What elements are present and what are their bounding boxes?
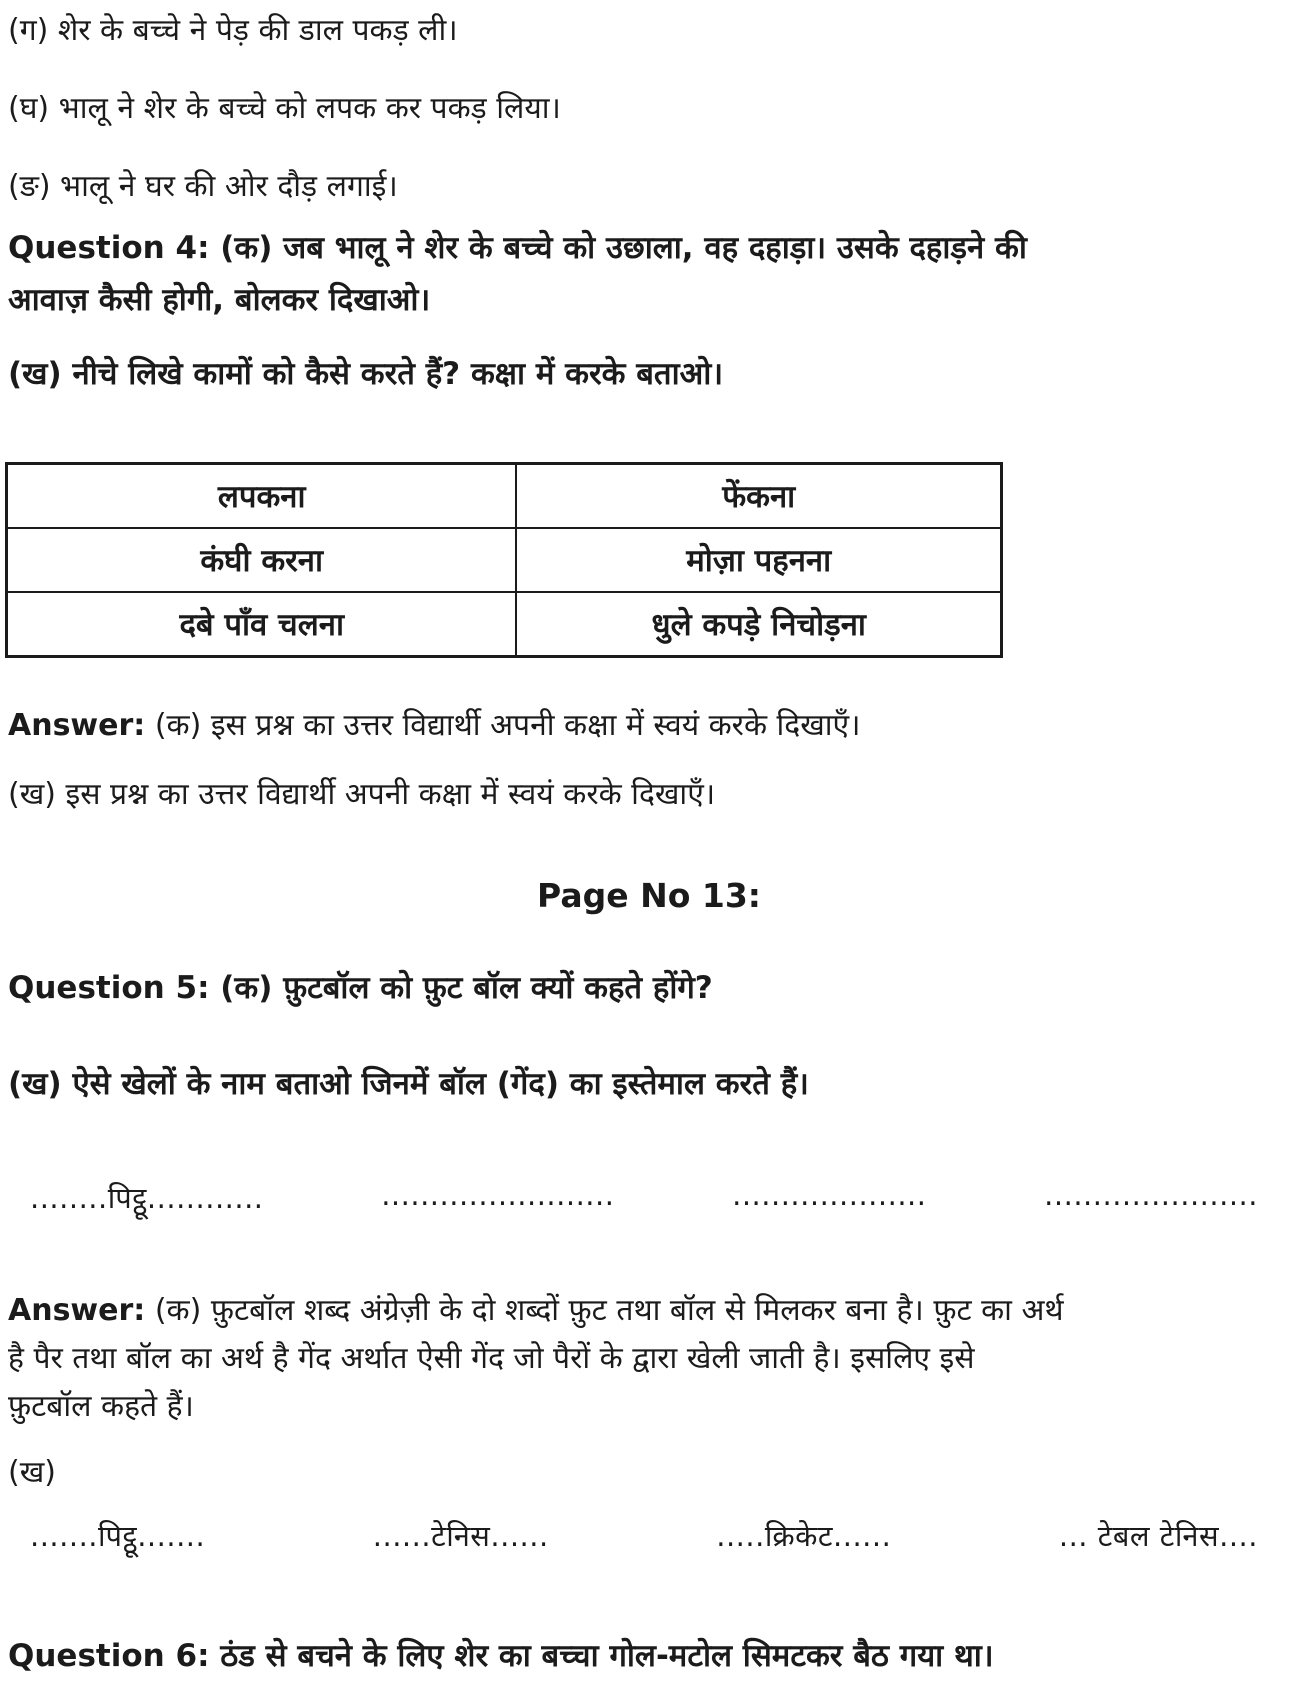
table-row (7, 592, 1002, 657)
question6: Question 6: ठंड से बचने के लिए शेर का बच्चा गोल-मटोल सिमटकर बैठ गया था। (8, 1638, 994, 1674)
answer4-part-a-text: (क) इस प्रश्न का उत्तर विद्यार्थी अपनी कक्षा में स्वयं करके दिखाएँ। (154, 708, 861, 743)
statement-line-nga: (ङ) भालू ने घर की ओर दौड़ लगाई। (8, 169, 398, 204)
answer5-label: Answer: (8, 1293, 146, 1328)
table-row (7, 464, 1002, 529)
table-cell-kapde: धुले कपड़े निचोड़ना (516, 592, 1001, 657)
question4-part-b: (ख) नीचे लिखे कामों को कैसे करते हैं? कक्षा में करके बताओ। (8, 356, 724, 392)
answer4-part-b: (ख) इस प्रश्न का उत्तर विद्यार्थी अपनी कक्षा में स्वयं करके दिखाएँ। (8, 777, 716, 812)
answer4-part-a (8, 703, 1290, 744)
blank-segment-empty: .................... (732, 1178, 927, 1212)
page-heading: Page No 13: (537, 876, 761, 915)
question5-part-a: Question 5: (क) फ़ुटबॉल को फ़ुट बॉल क्यों कहते होंगे? (8, 970, 713, 1006)
statement-line-gha: (घ) भालू ने शेर के बच्चे को लपक कर पकड़ लिया। (8, 91, 561, 126)
blank-segment-empty: ...................... (1044, 1178, 1258, 1212)
table-cell-lapakna: लपकना (7, 464, 517, 529)
statement-line-ga: (ग) शेर के बच्चे ने पेड़ की डाल पकड़ ली। (8, 13, 458, 48)
blank-answer-cricket: .....क्रिकेट...... (716, 1519, 892, 1553)
table-cell-dabe-paon: दबे पाँव चलना (7, 592, 517, 657)
blank-answer-table-tennis: ... टेबल टेनिस.... (1058, 1519, 1258, 1553)
blank-segment-empty: ........................ (381, 1178, 615, 1212)
answer-blanks-row-1 (30, 1178, 1258, 1217)
question5-part-b: (ख) ऐसे खेलों के नाम बताओ जिनमें बॉल (गेंद) का इस्तेमाल करते हैं। (8, 1066, 809, 1102)
answer-blanks-row-2 (30, 1516, 1258, 1555)
answer5-part-b-label: (ख) (8, 1455, 56, 1490)
question4-line2: आवाज़ कैसी होगी, बोलकर दिखाओ। (8, 282, 431, 318)
answer5-line1 (8, 1288, 1290, 1329)
question4-line1: Question 4: (क) जब भालू ने शेर के बच्चे को उछाला, वह दहाड़ा। उसके दहाड़ने की (8, 230, 1027, 266)
table-cell-moza: मोज़ा पहनना (516, 528, 1001, 592)
table-row (7, 528, 1002, 592)
blank-answer-tennis: ......टेनिस...... (372, 1519, 549, 1553)
blank-segment-pitthu: ........पिट्ठू............ (30, 1181, 264, 1215)
answer5-line1-text: (क) फ़ुटबॉल शब्द अंग्रेज़ी के दो शब्दों फ़ुट तथा बॉल से मिलकर बना है। फ़ुट का अर्थ (154, 1293, 1064, 1328)
answer5-line3: फ़ुटबॉल कहते हैं। (8, 1389, 194, 1424)
answer4-label: Answer: (8, 708, 146, 743)
blank-answer-pitthu: .......पिट्ठू....... (30, 1519, 206, 1553)
table-cell-kanghi: कंघी करना (7, 528, 517, 592)
answer5-line2: है पैर तथा बॉल का अर्थ है गेंद अर्थात ऐसी गेंद जो पैरों के द्वारा खेली जाती है। इसलिए इसे (8, 1341, 975, 1376)
activity-table (5, 462, 1003, 658)
table-cell-phenkna: फेंकना (516, 464, 1001, 529)
